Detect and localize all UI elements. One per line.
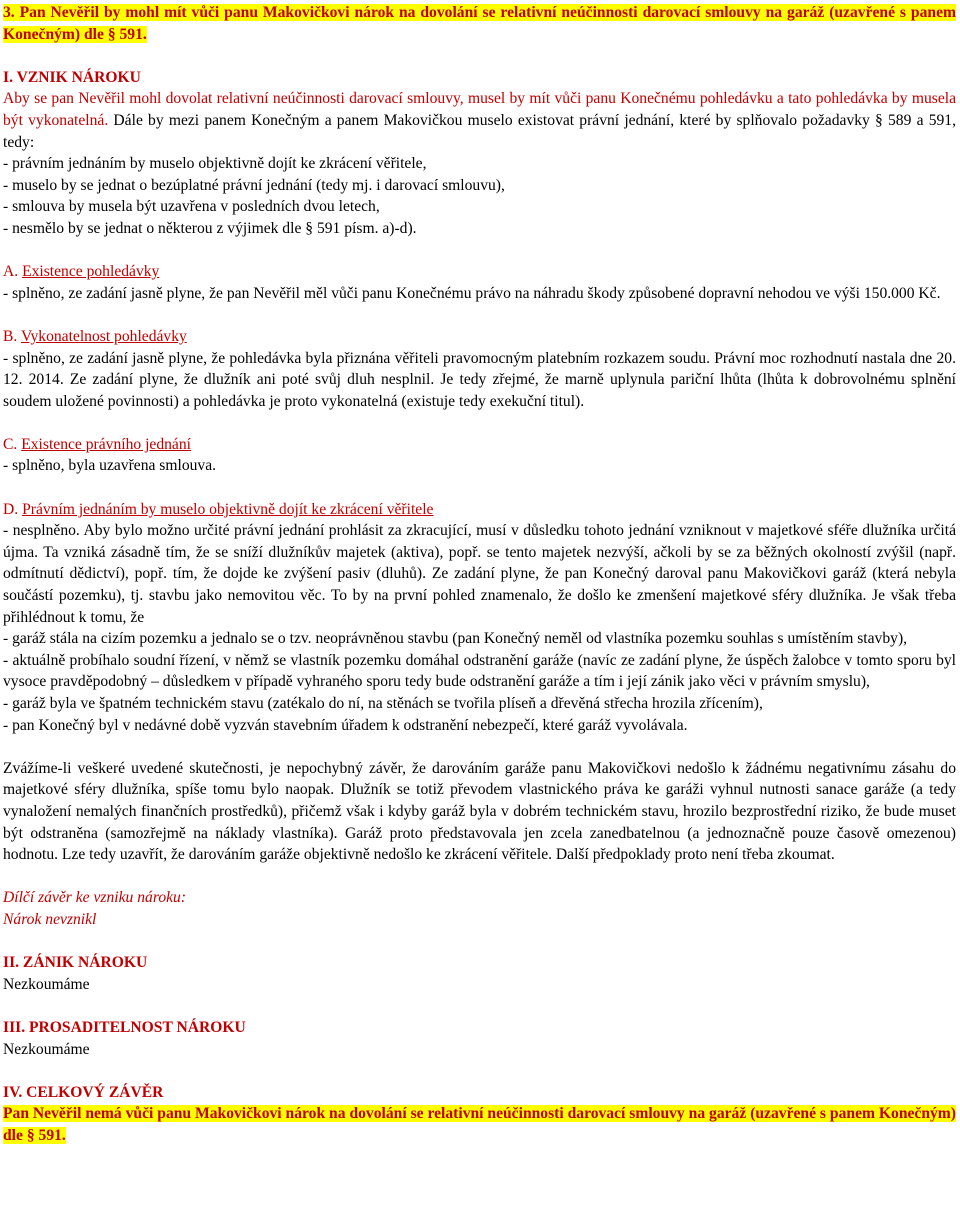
- list-item: - muselo by se jednat o bezúplatné právní jednání (tedy mj. i darovací smlouvu),: [3, 176, 505, 194]
- part-a-heading: A. Existence pohledávky: [3, 263, 160, 281]
- section-3-text: Nezkoumáme: [3, 1040, 90, 1058]
- section-1-intro-main: Aby se pan Nevěřil mohl dovolat relativní neúčinnosti darovací smlouvy, musel by mít vůči panu Konečnému pohledávku a tato pohledávka by musela být vykonatelná.: [3, 90, 956, 129]
- part-a-text: - splněno, ze zadání jasně plyne, že pan Nevěřil měl vůči panu Konečnému právo na náhradu škody způsobené dopravní nehodou ve výši 150.000 Kč.: [3, 284, 941, 302]
- section-3-heading: III. PROSADITELNOST NÁROKU: [3, 1018, 246, 1036]
- list-item: - smlouva by musela být uzavřena v posledních dvou letech,: [3, 198, 380, 216]
- list-item: - garáž stála na cizím pozemku a jednalo se o tzv. neoprávněnou stavbu (pan Konečný neměl od vlastníka pozemku souhlas s umístěním stavby),: [3, 630, 908, 648]
- part-b-text: - splněno, ze zadání jasně plyne, že pohledávka byla přiznána věřiteli pravomocným platebním rozkazem soudu. Právní moc rozhodnutí nastala dne 20. 12. 2014. Ze zadání plyne, že dlužník ani poté svůj dluh nesplnil. Je tedy zřejmé, že marně uplynula pariční lhůta (lhůta k dobrovolnému splnění soudem uložené povinnosti) a pohledávka je proto vykonatelná (existuje tedy exekuční titul).: [3, 349, 956, 410]
- part-d-heading: D. Právním jednáním by muselo objektivně dojít ke zkrácení věřitele: [3, 500, 434, 518]
- section-1-heading: I. VZNIK NÁROKU: [3, 68, 141, 86]
- final-conclusion: Pan Nevěřil nemá vůči panu Makovičkovi nárok na dovolání se relativní neúčinnosti darovací smlouvy na garáž (uzavřené s panem Konečným) dle § 591.: [3, 1105, 956, 1144]
- section-4-heading: IV. CELKOVÝ ZÁVĚR: [3, 1083, 164, 1101]
- partial-conclusion-value: Nárok nevznikl: [3, 910, 97, 928]
- part-b-heading: B. Vykonatelnost pohledávky: [3, 327, 187, 345]
- question-title: 3. Pan Nevěřil by mohl mít vůči panu Makovičkovi nárok na dovolání se relativní neúčinnosti darovací smlouvy na garáž (uzavřené s panem Konečným) dle § 591.: [3, 4, 956, 43]
- list-item: - aktuálně probíhalo soudní řízení, v němž se vlastník pozemku domáhal odstranění garáže (navíc ze zadání plyne, že úspěch žalobce v tomto sporu byl vysoce pravděpodobný – důsledkem v případě vyhraného sporu tedy bude odstranění garáže a tím i její zánik jako věci v právním smyslu),: [3, 651, 956, 691]
- list-item: - garáž byla ve špatném technickém stavu (zatékalo do ní, na stěnách se tvořila plíseň a dřevěná střecha hrozila zřícením),: [3, 695, 763, 712]
- part-d-text: - nesplněno. Aby bylo možno určité právní jednání prohlásit za zkracující, musí v důsledku tohoto jednání vzniknout v majetkové sféře dlužníka určitá újma. Ta vzniká zásadně tím, že se sníží dlužníkův majetek (aktiva), popř. se tento majetek nezvýší, ačkoli by se za běžných okolností zvýšil (např. odmítnutí dědictví), popř. tím, že dojde ke zvýšení pasiv (dluhů). Ze zadání plyne, že pan Konečný daroval panu Makovičkovi garáž (která nebyla součástí pozemku), tj. stavbu jako nemovitou věc. To by na první pohled znamenalo, že došlo ke zmenšení majetkové sféry dlužníka. Je však třeba přihlédnout k tomu, že: [3, 522, 956, 626]
- list-item: - právním jednáním by muselo objektivně dojít ke zkrácení věřitele,: [3, 155, 427, 173]
- part-c-heading: C. Existence právního jednání: [3, 435, 191, 453]
- list-item: - nesmělo by se jednat o některou z výjimek dle § 591 písm. a)-d).: [3, 219, 417, 237]
- section-2-text: Nezkoumáme: [3, 975, 90, 993]
- document-page: [3, 2, 956, 1146]
- partial-conclusion-label: Dílčí závěr ke vzniku nároku:: [3, 889, 187, 907]
- part-c-text: - splněno, byla uzavřena smlouva.: [3, 457, 217, 475]
- section-1-intro-requirements: Dále by mezi panem Konečným a panem Makovičkou muselo existovat právní jednání, které by splňovalo požadavky § 589 a 591, tedy:: [3, 111, 956, 151]
- section-2-heading: II. ZÁNIK NÁROKU: [3, 954, 148, 972]
- list-item: - pan Konečný byl v nedávné době vyzván stavebním úřadem k odstranění nebezpečí, které garáž vyvolávala.: [3, 716, 688, 734]
- summary-paragraph: Zvážíme-li veškeré uvedené skutečnosti, je nepochybný závěr, že darováním garáže panu Makovičkovi nedošlo k žádnému negativnímu zásahu do majetkové sféry dlužníka, spíše tomu bylo naopak. Dlužník se totiž převodem vlastnického práva ke garáži vyhnul nutnosti sanace garáže (a tedy vynaložení nemalých finančních prostředků), přičemž však i kdyby garáž byla v dobrém technickém stavu, hrozilo bezprostřední riziko, že bude muset být odstraněna (samozřejmě na náklady vlastníka). Garáž proto představovala jen zcela zanedbatelnou (a jednoznačně pouze časově omezenou) hodnotu. Lze tedy uzavřít, že darováním garáže objektivně nedošlo ke zkrácení věřitele. Další předpoklady proto není třeba zkoumat.: [3, 759, 956, 864]
- section-1-intro: [3, 88, 956, 153]
